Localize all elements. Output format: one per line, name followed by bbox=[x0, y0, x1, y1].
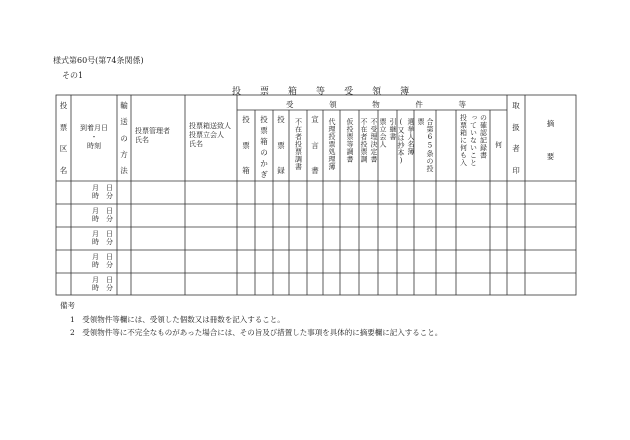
title-char: 簿 bbox=[400, 87, 410, 97]
col-char: 者 bbox=[512, 144, 520, 154]
col-header-proxy-voting bbox=[323, 118, 340, 178]
title-char: 受 bbox=[344, 87, 354, 97]
col-char: 輸 bbox=[120, 101, 128, 110]
row-date-label: 月 日 bbox=[92, 276, 113, 284]
col-char: 法 bbox=[120, 166, 128, 175]
col-char: 箱 bbox=[260, 137, 268, 146]
row-time-label: 時 分 bbox=[92, 215, 113, 223]
col-char: 票 bbox=[260, 126, 268, 135]
col-header-district bbox=[56, 100, 71, 176]
col-char: 票 bbox=[59, 122, 68, 132]
col-char: 票 bbox=[242, 140, 250, 150]
col-header-rejection bbox=[359, 118, 378, 178]
col-text: 票立会人 bbox=[379, 118, 387, 148]
col-char: の bbox=[260, 148, 268, 157]
arrival-time-label: 時刻 bbox=[87, 142, 101, 150]
col-char: 投 bbox=[277, 115, 285, 124]
col-text: 不在者投票調 bbox=[360, 118, 368, 163]
col-text: 選挙人名簿 bbox=[407, 118, 415, 156]
table-row bbox=[71, 276, 113, 292]
col-header-remarks bbox=[525, 118, 576, 162]
col-char: 摘 bbox=[546, 119, 555, 128]
col-header-handover bbox=[378, 118, 397, 178]
col-header-voter-list bbox=[397, 118, 414, 178]
title-char: 等 bbox=[316, 87, 326, 97]
col-text: 不在者投票調書 bbox=[294, 118, 303, 171]
col-text: 投票箱に何も入 bbox=[459, 114, 468, 167]
col-header-transport bbox=[117, 100, 131, 176]
title-char: 投 bbox=[232, 87, 242, 97]
arrival-dot: ・ bbox=[90, 133, 98, 141]
note-item: 1 受領物件等欄には、受領した個数又は冊数を記入すること。 bbox=[70, 315, 285, 324]
row-date-label: 月 日 bbox=[92, 184, 113, 192]
col-header-article-65 bbox=[414, 118, 436, 178]
notes-heading: 備考 bbox=[60, 301, 75, 310]
col-char: 取 bbox=[512, 101, 520, 110]
col-char: 宣 bbox=[311, 115, 319, 124]
table-row bbox=[71, 184, 113, 200]
row-time-label: 時 分 bbox=[92, 192, 113, 200]
witness-label: 投票立会人 bbox=[189, 131, 224, 139]
col-header-absentee-report bbox=[289, 118, 307, 178]
manager-label: 投票管理者 bbox=[135, 127, 170, 135]
col-char: 名 bbox=[59, 165, 68, 175]
arrival-date-label: 到着月日 bbox=[80, 124, 108, 132]
col-char: 送 bbox=[120, 117, 128, 127]
escort-label: 投票箱送致人 bbox=[189, 122, 231, 130]
row-time-label: 時 分 bbox=[92, 261, 113, 269]
col-char: 投 bbox=[242, 115, 250, 124]
title-char: 票 bbox=[260, 87, 270, 97]
col-text: 仮投票等調書 bbox=[346, 118, 354, 163]
col-header-escort bbox=[185, 122, 237, 149]
group-char: 等 bbox=[458, 100, 466, 109]
group-char: 物 bbox=[372, 100, 380, 109]
table-row bbox=[71, 253, 113, 269]
group-char: 受 bbox=[286, 100, 294, 109]
col-char: 扱 bbox=[512, 122, 520, 132]
col-char: 方 bbox=[120, 149, 128, 159]
col-header-empty-box-check bbox=[456, 114, 490, 178]
title-char: 領 bbox=[372, 87, 382, 97]
table-row bbox=[71, 207, 113, 223]
col-header-ballot-box-key bbox=[255, 114, 273, 179]
col-header-ballot-box bbox=[237, 114, 255, 176]
table-row bbox=[71, 230, 113, 246]
col-text: 不受理決定書 bbox=[370, 118, 378, 163]
col-header-declaration bbox=[307, 114, 323, 176]
group-char: 領 bbox=[329, 100, 337, 109]
col-text: の確認記録書 bbox=[479, 114, 488, 159]
col-text: 引継書 bbox=[389, 118, 397, 141]
row-time-label: 時 分 bbox=[92, 284, 113, 292]
manager-name-label: 氏名 bbox=[135, 136, 149, 144]
row-date-label: 月 日 bbox=[92, 230, 113, 238]
group-char: 件 bbox=[415, 100, 423, 109]
col-char: 録 bbox=[277, 166, 285, 175]
col-text: 代理投票処理簿 bbox=[328, 118, 336, 171]
row-date-label: 月 日 bbox=[92, 253, 113, 261]
col-char: 印 bbox=[512, 165, 520, 175]
col-char: の bbox=[120, 133, 128, 143]
row-date-label: 月 日 bbox=[92, 207, 113, 215]
col-header-manager bbox=[131, 127, 185, 145]
col-text: っていないこと bbox=[469, 114, 478, 167]
col-header-provisional-voting bbox=[340, 118, 359, 178]
note-item: 2 受領物件等に不完全なものがあった場合には、その旨及び措置した事項を具体的に摘要欄に記入すること。 bbox=[70, 328, 443, 337]
form-number: 様式第60号(第74条関係) bbox=[53, 56, 144, 65]
escort-name-label: 氏名 bbox=[189, 140, 203, 148]
group-header-received-items bbox=[286, 99, 466, 110]
col-char: 書 bbox=[311, 166, 319, 175]
col-char: か bbox=[260, 159, 268, 168]
col-header-voting-record bbox=[273, 114, 289, 176]
col-char: 箱 bbox=[242, 166, 250, 175]
col-char: 区 bbox=[59, 144, 68, 154]
col-char: 投 bbox=[260, 115, 268, 124]
col-header-other: 何 bbox=[495, 141, 502, 149]
title-char: 箱 bbox=[288, 87, 298, 97]
row-time-label: 時 分 bbox=[92, 238, 113, 246]
col-char: 票 bbox=[277, 140, 285, 150]
col-char: ぎ bbox=[260, 170, 268, 179]
col-char: 言 bbox=[311, 140, 319, 150]
col-char: 要 bbox=[546, 152, 555, 161]
col-header-receiver bbox=[507, 100, 525, 176]
form-sub-label: その1 bbox=[62, 71, 84, 80]
col-text: (又は抄本) bbox=[397, 118, 405, 165]
col-header-arrival bbox=[71, 124, 117, 151]
col-char: 投 bbox=[59, 101, 68, 110]
col-text: 合第65条の投票 bbox=[417, 118, 434, 173]
